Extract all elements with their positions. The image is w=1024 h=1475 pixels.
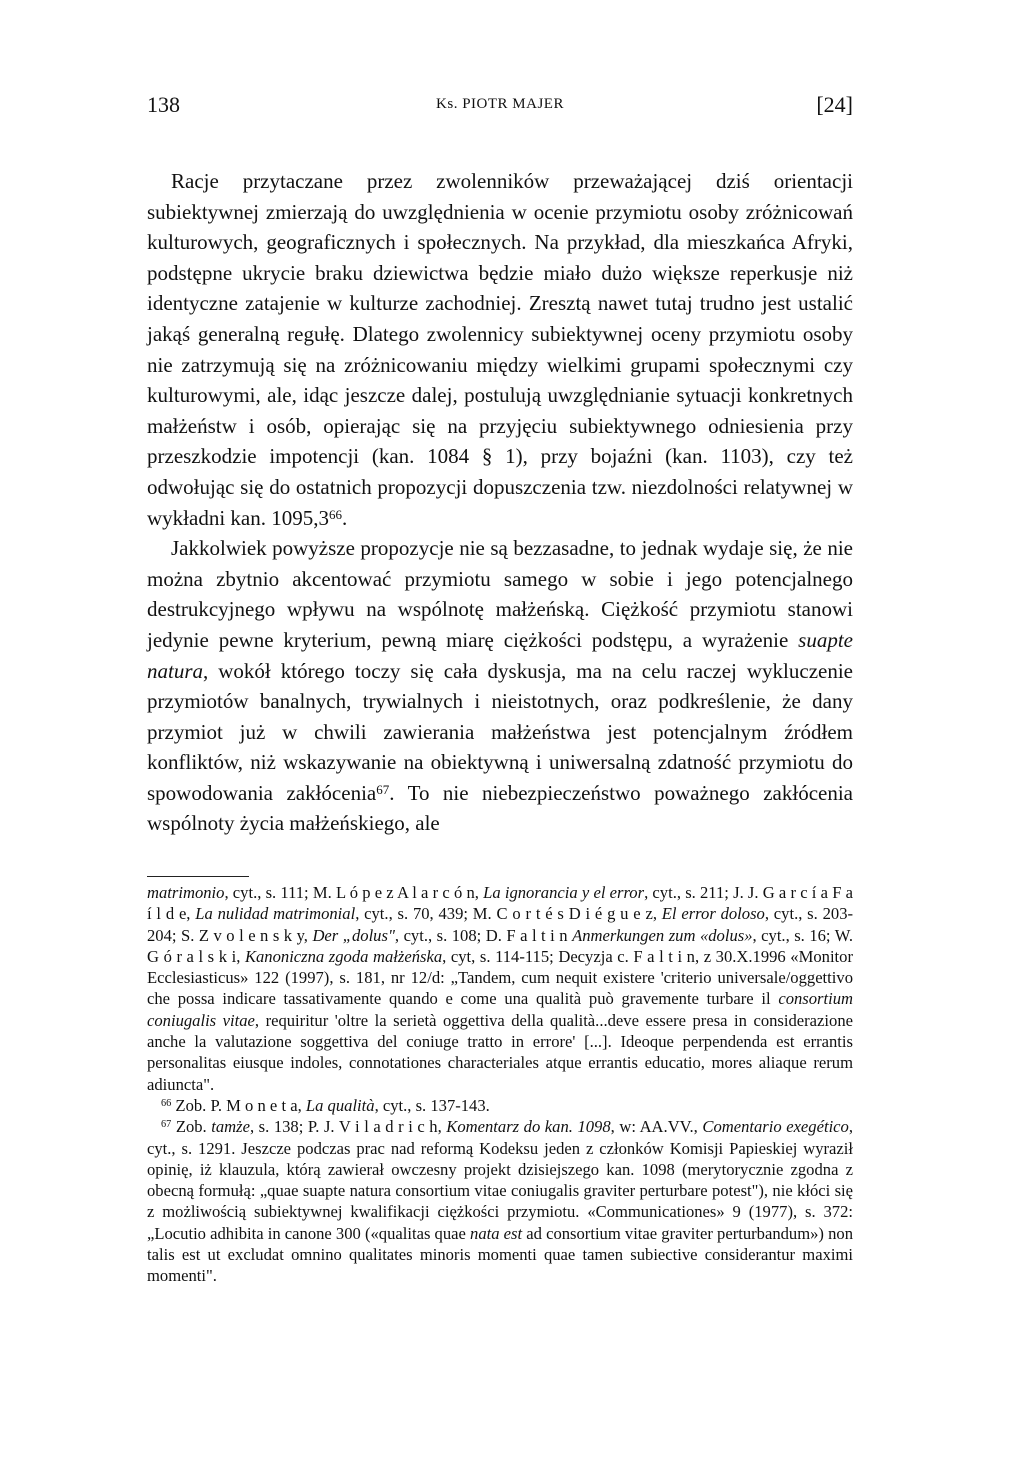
footnote-mark-67: 67 — [161, 1119, 172, 1131]
page-number: 138 — [147, 92, 180, 117]
footnote-text: , cyt., s. 111; M. L ó p e z A l a r c ó n, — [224, 883, 484, 902]
footnote-text: Zob. P. M o n e t a, — [171, 1095, 306, 1115]
footnote-text: , cyt., s. 16; W. G ó r a l s k i, — [147, 925, 854, 966]
footnote-italic-text: La nulidad matrimonial — [195, 904, 356, 924]
paragraph-2 — [147, 533, 853, 839]
footnote-ref-66: 66 — [328, 506, 342, 522]
paragraph-1 — [147, 166, 853, 533]
running-head: Ks. PIOTR MAJER — [436, 96, 564, 112]
paragraph-2-text-c: . To nie niebezpieczeństwo poważnego zakłócenia wspólnoty życia małżeńskiego, ale — [147, 780, 853, 836]
footnote-italic-text: La qualità — [305, 1095, 375, 1115]
page-header — [147, 92, 853, 126]
footnote-text: Zob. — [171, 1117, 212, 1137]
footnote-67 — [147, 1116, 853, 1286]
footnote-text: , w: AA.VV., — [610, 1117, 703, 1137]
footnote-text: , s. 138; P. J. V i l a d r i c h, — [249, 1117, 447, 1137]
footnote-italic-text: Der „dolus" — [312, 925, 395, 945]
footnote-text: , cyt., s. 137-143. — [374, 1095, 490, 1115]
footnote-italic-text: matrimonio — [147, 883, 225, 902]
footnote-italic-text: Kanoniczna zgoda małżeńska — [244, 946, 443, 966]
footnote-text: , cyt., s. 203-204; S. Z v o l e n s k y, — [147, 904, 854, 945]
footnote-italic-text: consortium coniugalis vitae — [147, 989, 853, 1030]
footnote-continuation — [147, 882, 853, 1095]
paragraph-1-text: Racje przytaczane przez zwolenników przeważającej dziś orientacji subiektywnej zmierzają do uwzględnienia w ocenie przymiotu osoby zróżnicowań kulturowych, geograficznych i społecznych. Na przykład, dla mieszkańca Afryki, podstępne ukrycie braku dziewictwa będzie miało dużo większe reperkusje niż identyczne zatajenie w kulturze zachodniej. Zresztą nawet tutaj trudno jest ustalić jakąś generalną regułę. Dlatego zwolennicy subiektywnej oceny przymiotu osoby nie zatrzymują się na zróżnicowaniu między wielkimi grupami społecznymi czy kulturowymi, ale, idąc jeszcze dalej, postulują uwzględnianie sytuacji konkretnych małżeństw i osób, opierając się na przyjęciu subiektywnego odniesienia przy przeszkodzie impotencji (kan. 1084 § 1), przy bojaźni (kan. 1103), czy też odwołując się do ostatnich propozycji dopuszczenia tzw. niezdolności relatywnej w wykładni kan. 1095,3 — [147, 169, 853, 530]
paragraph-1-end: . — [342, 505, 348, 530]
paragraph-2-text-b: , wokół którego toczy się cała dyskusja, ma na celu raczej wykluczenie przymiotów banalnych, trywialnych i nieistotnych, oraz podkreślenie, że dany przymiot już w chwili zawierania małżeństwa jest potencjalnym źródłem konfliktów, niż wskazywanie na obiektywną i uniwersalną zdatność przymiotu do spowodowania zakłócenia — [147, 658, 853, 805]
footnote-italic-text: Anmerkungen zum «dolus» — [572, 925, 753, 945]
footnote-text: , cyt., s. 211; J. J. G a r c í a F a í l d e, — [147, 883, 854, 924]
section-number: [24] — [816, 92, 853, 117]
footnote-text: ad consortium vitae graviter perturbandum») non talis est ut excludat omnino qualitates minoris momenti quae tamen subiective considerantur maximi momenti". — [147, 1223, 853, 1286]
footnote-mark-66: 66 — [161, 1098, 172, 1110]
footnote-text: , cyt., s. 70, 439; M. C o r t é s D i é g u e z, — [355, 904, 662, 924]
footnote-text: , requiritur 'oltre la serietà oggettiva della qualità...deve essere presa in considerazione anche la valutazione soggettiva del coniuge tratto in errore' [...]. Ideoque perpendenda est errantis personalitas eiusque indoles, connotationes characteriales atque errantis educatio, mores aliaque rerum adiuncta". — [147, 1010, 853, 1094]
paragraph-2-italic: suapte natura — [147, 627, 853, 683]
footnote-italic-text: nata est — [470, 1223, 523, 1243]
paragraph-2-text-a: Jakkolwiek powyższe propozycje nie są bezzasadne, to jednak wydaje się, że nie można zbytnio akcentować przymiotu samego w sobie i jego potencjalnego destrukcyjnego wpływu na wspólnotę małżeńską. Ciężkość przymiotu stanowi jedynie pewne kryterium, pewną miarę ciężkości podstępu, a wyrażenie — [147, 536, 853, 652]
footnote-text: , cyt., s. 1291. Jeszcze podczas prac nad reformą Kodeksu jeden z członków Komisji Papieskiej wyraził opinię, iż klauzula, którą zawierał owczesny projekt dzisiejszego kan. 1098 (merytorycznie zgodna z obecną formułą: „quae suapte natura consortium vitae coniugalis graviter perturbare potest"), nie kłóci się z możliwością subiektywnej kwalifikacji ciężkości przymiotu. «Communicationes» 9 (1977), s. 372: „Locutio adhibita in canone 300 («qualitas quae — [147, 1117, 854, 1243]
footnote-66 — [147, 1095, 853, 1116]
footnote-italic-text: Comentario exegético — [702, 1117, 849, 1137]
footnotes — [147, 882, 853, 1287]
footnote-italic-text: La ignorancia y el error — [483, 883, 645, 902]
footnote-text: , cyt, s. 114-115; Decyzja c. F a l t i n, z 30.X.1996 «Monitor Ecclesiasticus» 122 (1997), s. 181, nr 12/d: „Tandem, cum nequit existere 'criterio universale/oggettivo che possa indicare tassativamente quando e come una qualità può gravemente turbare il — [147, 946, 853, 1009]
footnote-italic-text: El error doloso — [661, 904, 765, 924]
footnote-italic-text: tamże — [211, 1117, 250, 1137]
body-text — [147, 166, 853, 839]
footnote-italic-text: Komentarz do kan. 1098 — [446, 1117, 611, 1137]
footnote-text: , cyt., s. 108; D. F a l t i n — [394, 925, 573, 945]
footnote-separator — [147, 876, 249, 877]
footnote-ref-67: 67 — [376, 781, 390, 797]
